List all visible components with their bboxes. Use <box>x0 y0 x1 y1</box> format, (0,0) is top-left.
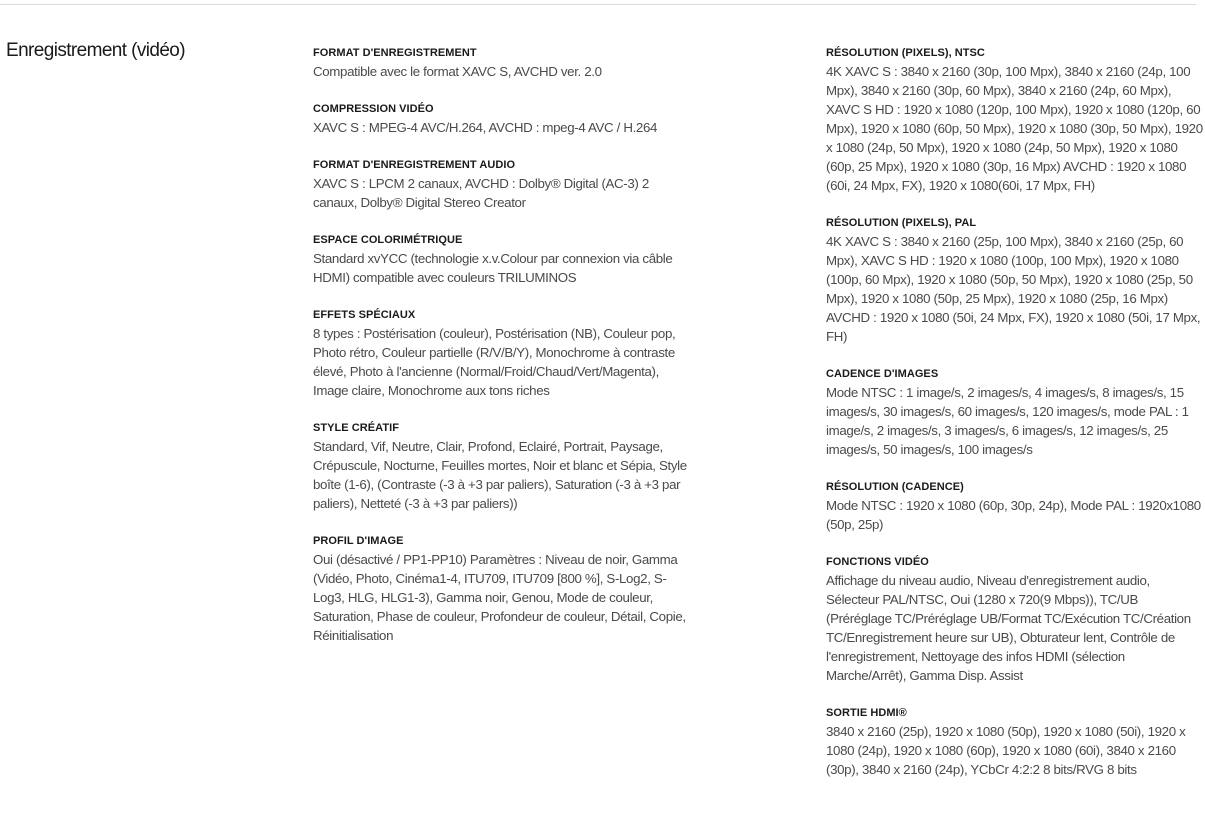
section-title: Enregistrement (vidéo) <box>6 40 185 61</box>
spec-label: FORMAT D'ENREGISTREMENT <box>313 47 477 59</box>
spec-value: Affichage du niveau audio, Niveau d'enregistrement audio, Sélecteur PAL/NTSC, Oui (1280 x 720(9 Mbps)), TC/UB (Préréglage TC/Préréglage UB/Format TC/Exécution TC/Création TC/Enregistrement heure sur UB), Obturateur lent, Contrôle de l'enregistrement, Nettoyage des infos HDMI (sélection Marche/Arrêt), Gamma Disp. Assist <box>826 573 1191 683</box>
specs-right-column <box>826 46 1203 800</box>
spec-label: RÉSOLUTION (CADENCE) <box>826 481 964 493</box>
spec-label: EFFETS SPÉCIAUX <box>313 309 416 321</box>
spec-label: PROFIL D'IMAGE <box>313 535 404 547</box>
spec-video-compression <box>313 102 685 137</box>
specs-left-column <box>313 46 685 666</box>
spec-value: Mode NTSC : 1 image/s, 2 images/s, 4 images/s, 8 images/s, 15 images/s, 30 images/s, 60 images/s, 120 images/s, mode PAL : 1 image/s, 2 images/s, 3 images/s, 6 images/s, 12 images/s, 25 images/s, 50 images/s, 100 images/s <box>826 385 1189 457</box>
spec-value: Standard xvYCC (technologie x.v.Colour par connexion via câble HDMI) compatible avec couleurs TRILUMINOS <box>313 251 673 285</box>
spec-value: 4K XAVC S : 3840 x 2160 (25p, 100 Mpx), 3840 x 2160 (25p, 60 Mpx), XAVC S HD : 1920 x 1080 (100p, 100 Mpx), 1920 x 1080 (100p, 60 Mpx), 1920 x 1080 (50p, 50 Mpx), 1920 x 1080 (25p, 50 Mpx), 1920 x 1080 (50p, 25 Mpx), 1920 x 1080 (25p, 16 Mpx) AVCHD : 1920 x 1080 (50i, 24 Mpx, FX), 1920 x 1080 (50i, 17 Mpx, FH) <box>826 234 1201 344</box>
spec-resolution-ntsc <box>826 46 1203 195</box>
spec-value: 8 types : Postérisation (couleur), Postérisation (NB), Couleur pop, Photo rétro, Couleur partielle (R/V/B/Y), Monochrome à contraste élevé, Photo à l'ancienne (Normal/Froid/Chaud/Vert/Magenta), Image claire, Monochrome aux tons riches <box>313 326 676 398</box>
spec-label: FONCTIONS VIDÉO <box>826 556 929 568</box>
spec-label: COMPRESSION VIDÉO <box>313 103 434 115</box>
spec-creative-style <box>313 421 685 513</box>
spec-frame-rate <box>826 367 1198 459</box>
spec-label: FORMAT D'ENREGISTREMENT AUDIO <box>313 159 516 171</box>
spec-value: 3840 x 2160 (25p), 1920 x 1080 (50p), 1920 x 1080 (50i), 1920 x 1080 (24p), 1920 x 1080 (60p), 1920 x 1080 (60i), 3840 x 2160 (30p), 3840 x 2160 (24p), YCbCr 4:2:2 8 bits/RVG 8 bits <box>826 724 1186 777</box>
spec-hdmi-output <box>826 706 1198 779</box>
spec-recording-format <box>313 46 685 81</box>
spec-value: XAVC S : LPCM 2 canaux, AVCHD : Dolby® Digital (AC-3) 2 canaux, Dolby® Digital Stereo Creator <box>313 176 649 210</box>
spec-value: Oui (désactivé / PP1-PP10) Paramètres : Niveau de noir, Gamma (Vidéo, Photo, Cinéma1-4, ITU709, ITU709 [800 %], S-Log2, S-Log3, HLG, HLG1-3), Gamma noir, Genou, Mode de couleur, Saturation, Phase de couleur, Profondeur de couleur, Détail, Copie, Réinitialisation <box>313 552 686 643</box>
spec-resolution-frame-rate <box>826 480 1201 534</box>
spec-value: 4K XAVC S : 3840 x 2160 (30p, 100 Mpx), 3840 x 2160 (24p, 100 Mpx), 3840 x 2160 (30p, 60 Mpx), 3840 x 2160 (24p, 60 Mpx), XAVC S HD : 1920 x 1080 (120p, 100 Mpx), 1920 x 1080 (120p, 60 Mpx), 1920 x 1080 (60p, 50 Mpx), 1920 x 1080 (30p, 50 Mpx), 1920 x 1080 (24p, 50 Mpx), 1920 x 1080 (24p, 50 Mpx), 1920 x 1080 (60p, 25 Mpx), 1920 x 1080 (30p, 16 Mpx) AVCHD : 1920 x 1080 (60i, 24 Mpx, FX), 1920 x 1080(60i, 17 Mpx, FH) <box>826 64 1203 193</box>
spec-label: CADENCE D'IMAGES <box>826 368 939 380</box>
spec-audio-recording-format <box>313 158 685 212</box>
spec-label: RÉSOLUTION (PIXELS), PAL <box>826 217 977 229</box>
spec-label: SORTIE HDMI® <box>826 707 907 719</box>
top-divider <box>0 4 1196 5</box>
spec-video-functions <box>826 555 1198 685</box>
spec-value: Standard, Vif, Neutre, Clair, Profond, Eclairé, Portrait, Paysage, Crépuscule, Nocturne, Feuilles mortes, Noir et blanc et Sépia, Style boîte (1-6), (Contraste (-3 à +3 par paliers), Saturation (-3 à +3 par paliers), Netteté (-3 à +3 par paliers)) <box>313 439 687 511</box>
spec-value: Compatible avec le format XAVC S, AVCHD ver. 2.0 <box>313 64 602 79</box>
spec-label: STYLE CRÉATIF <box>313 422 400 434</box>
spec-special-effects <box>313 308 685 400</box>
spec-value: XAVC S : MPEG-4 AVC/H.264, AVCHD : mpeg-4 AVC / H.264 <box>313 120 658 135</box>
spec-value: Mode NTSC : 1920 x 1080 (60p, 30p, 24p), Mode PAL : 1920x1080 (50p, 25p) <box>826 498 1201 532</box>
spec-label: RÉSOLUTION (PIXELS), NTSC <box>826 47 985 59</box>
spec-resolution-pal <box>826 216 1201 346</box>
spec-picture-profile <box>313 534 685 645</box>
spec-color-space <box>313 233 685 287</box>
spec-label: ESPACE COLORIMÉTRIQUE <box>313 234 463 246</box>
